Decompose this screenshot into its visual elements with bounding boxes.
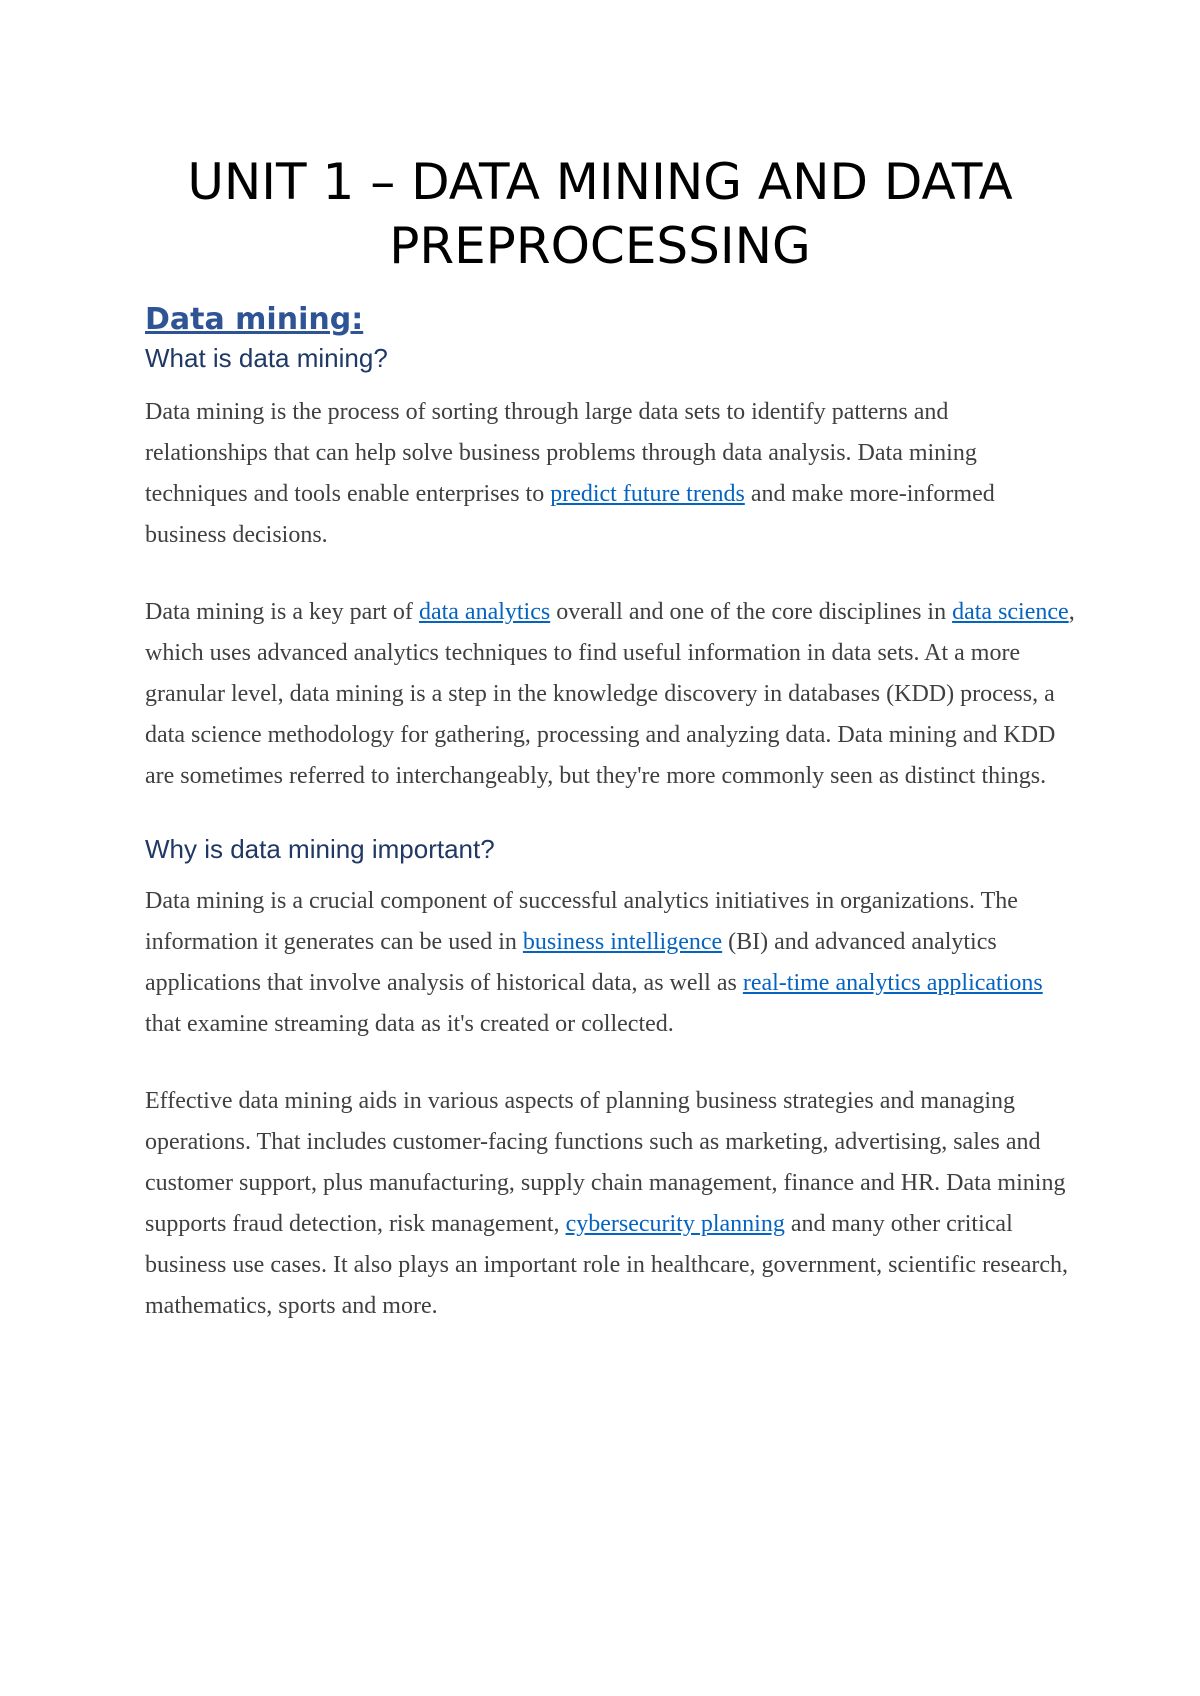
paragraph-text: Data mining is the process of sorting through large data sets to identify patterns and relationships that can help solve business problems through data analysis. Data mining techniques and tools enable enterprises to <box>145 399 977 507</box>
page-title <box>100 150 1100 278</box>
subheading-why-important: Why is data mining important? <box>145 834 495 864</box>
paragraph-text: , which uses advanced analytics techniques to find useful information in data sets. At a more granular level, data mining is a step in the knowledge discovery in databases (KDD) process, a data science methodology for gathering, processing and analyzing data. Data mining and KDD are sometimes referred to interchangeably, but they're more commonly seen as distinct things. <box>145 599 1075 789</box>
link-predict-future-trends[interactable]: predict future trends <box>550 481 745 507</box>
paragraph-text: and many other critical business use cases. It also plays an important role in healthcare, government, scientific research, mathematics, sports and more. <box>145 1211 1069 1319</box>
section-heading-data-mining: Data mining: <box>145 302 364 337</box>
paragraph-importance <box>145 881 1075 1045</box>
paragraph-text: and make more-informed business decisions. <box>145 481 995 548</box>
paragraph-definition <box>145 392 1075 556</box>
link-real-time-analytics[interactable]: real-time analytics applications <box>742 970 1043 996</box>
paragraph-business-uses <box>145 1081 1075 1327</box>
link-business-intelligence[interactable]: business intelligence <box>522 929 723 955</box>
paragraph-text: overall and one of the core disciplines in <box>550 599 953 625</box>
paragraph-text: that examine streaming data as it's created or collected. <box>145 1011 674 1037</box>
paragraph-data-analytics <box>145 592 1075 797</box>
document-body <box>145 300 1075 1327</box>
link-cybersecurity-planning[interactable]: cybersecurity planning <box>565 1211 785 1237</box>
title-line-2: PREPROCESSING <box>389 217 811 275</box>
subheading-what-is-data-mining: What is data mining? <box>145 343 388 373</box>
paragraph-text: (BI) and advanced analytics applications that involve analysis of historical data, as well as <box>145 929 997 996</box>
paragraph-text: Data mining is a crucial component of successful analytics initiatives in organizations. The information it generates can be used in <box>145 888 1018 955</box>
link-data-science[interactable]: data science <box>952 599 1069 625</box>
paragraph-text: Effective data mining aids in various aspects of planning business strategies and managing operations. That includes customer-facing functions such as marketing, advertising, sales and customer support, plus manufacturing, supply chain management, finance and HR. Data mining supports fraud detection, risk management, <box>145 1088 1066 1237</box>
link-data-analytics[interactable]: data analytics <box>418 599 551 625</box>
paragraph-text: Data mining is a key part of <box>145 599 419 625</box>
title-line-1: UNIT 1 – DATA MINING AND DATA <box>187 153 1013 211</box>
